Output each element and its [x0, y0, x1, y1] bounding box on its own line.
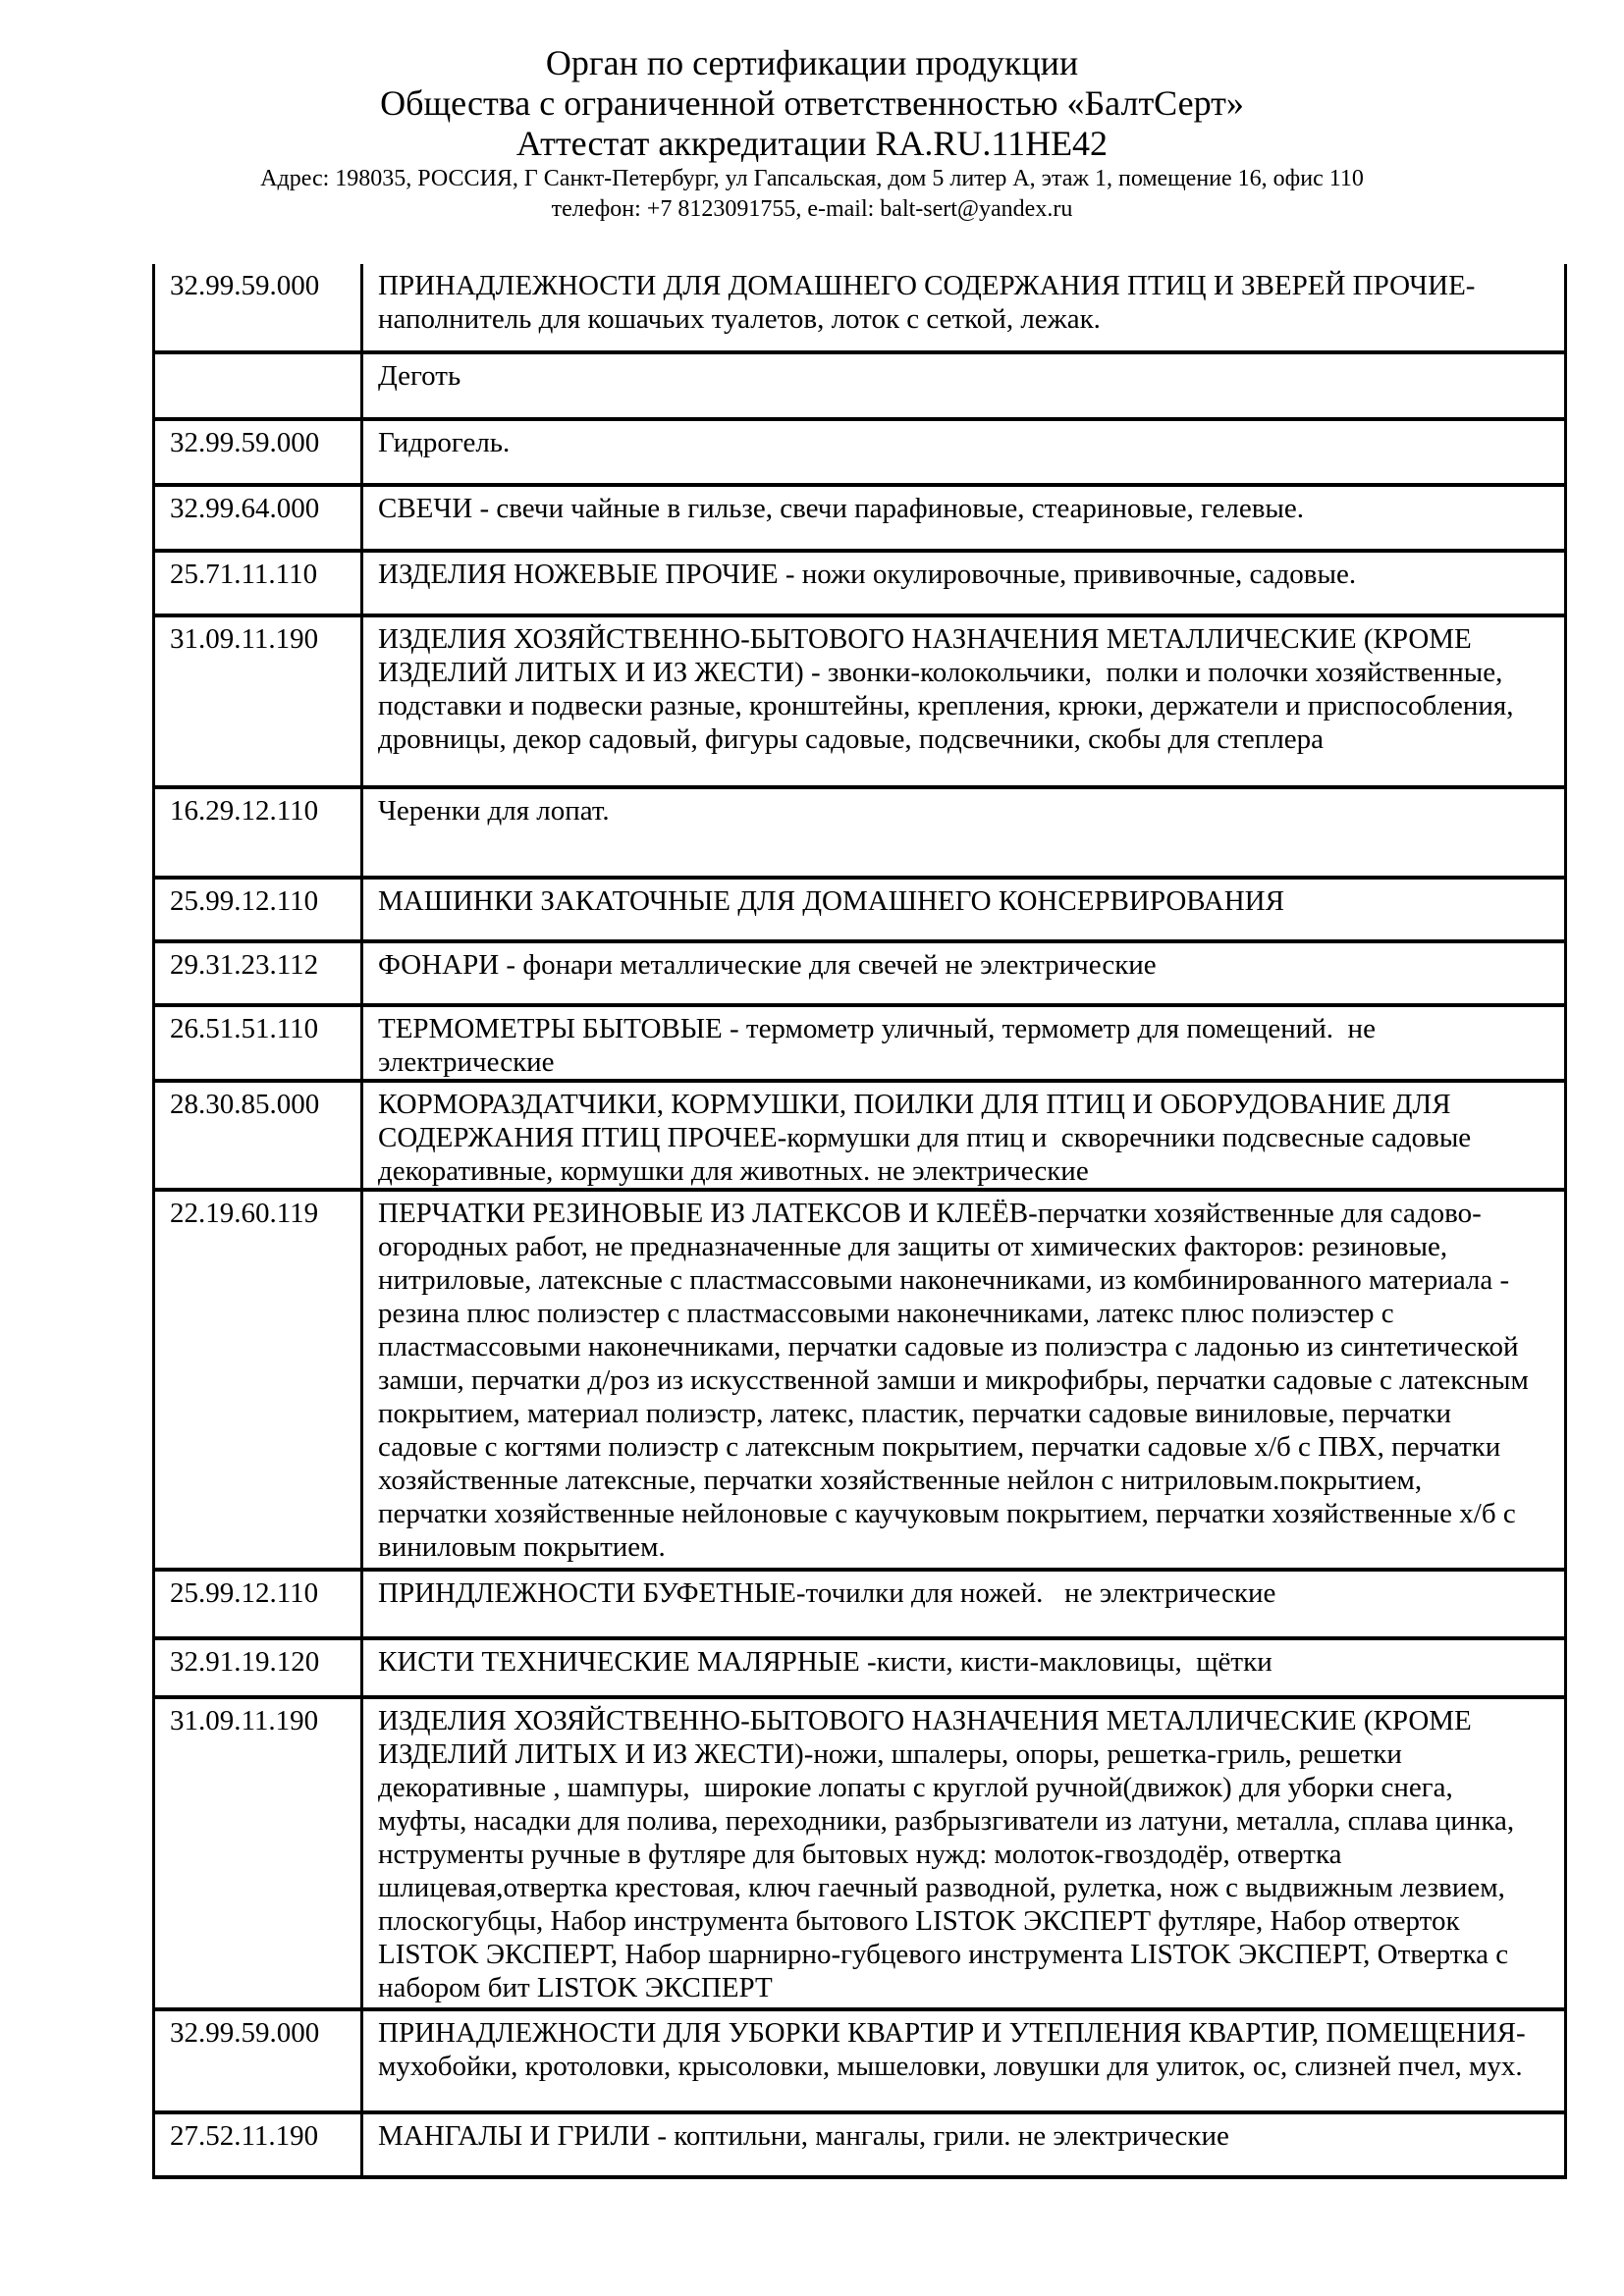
- table-row: [154, 878, 1566, 941]
- code-cell: 31.09.11.190: [154, 615, 362, 787]
- description-cell: КИСТИ ТЕХНИЧЕСКИЕ МАЛЯРНЫЕ -кисти, кисти-макловицы, щётки: [362, 1638, 1566, 1697]
- code-cell: 25.99.12.110: [154, 878, 362, 941]
- description-cell: ПРИНАДЛЕЖНОСТИ ДЛЯ УБОРКИ КВАРТИР И УТЕПЛЕНИЯ КВАРТИР, ПОМЕЩЕНИЯ-мухобойки, кротоловки, крысоловки, мышеловки, ловушки для улиток, ос, слизней пчел, мух.: [362, 2009, 1566, 2112]
- code-cell: 16.29.12.110: [154, 787, 362, 878]
- table-row: [154, 941, 1566, 1005]
- table-row: [154, 352, 1566, 419]
- document-header: [0, 0, 1624, 225]
- products-table: [152, 264, 1567, 2179]
- org-title-line-1: Орган по сертификации продукции: [545, 43, 1079, 82]
- org-title-line-2: Общества с ограниченной ответственностью «БалтСерт»: [380, 83, 1244, 123]
- description-cell: Черенки для лопат.: [362, 787, 1566, 878]
- table-row: [154, 2009, 1566, 2112]
- description-cell: Деготь: [362, 352, 1566, 419]
- table-row: [154, 419, 1566, 485]
- description-cell: ФОНАРИ - фонари металлические для свечей не электрические: [362, 941, 1566, 1005]
- table-row: [154, 1570, 1566, 1638]
- table-row: [154, 551, 1566, 615]
- code-cell: 32.99.64.000: [154, 485, 362, 551]
- table-row: [154, 2112, 1566, 2177]
- address-line: Адрес: 198035, РОССИЯ, Г Санкт-Петербург, ул Гапсальская, дом 5 литер А, этаж 1, помещение 16, офис 110: [260, 166, 1364, 191]
- code-cell: 31.09.11.190: [154, 1697, 362, 2009]
- code-cell: 25.71.11.110: [154, 551, 362, 615]
- description-cell: МАНГАЛЫ И ГРИЛИ - коптильни, мангалы, грили. не электрические: [362, 2112, 1566, 2177]
- code-cell: 25.99.12.110: [154, 1570, 362, 1638]
- description-cell: ПРИНАДЛЕЖНОСТИ ДЛЯ ДОМАШНЕГО СОДЕРЖАНИЯ ПТИЦ И ЗВЕРЕЙ ПРОЧИЕ-наполнитель для кошачьих туалетов, лоток с сеткой, лежак.: [362, 264, 1566, 352]
- code-cell: 32.99.59.000: [154, 2009, 362, 2112]
- products-table-body: [154, 264, 1566, 2177]
- table-row: [154, 1697, 1566, 2009]
- code-cell: [154, 352, 362, 419]
- code-cell: 32.99.59.000: [154, 264, 362, 352]
- table-row: [154, 1638, 1566, 1697]
- table-row: [154, 1081, 1566, 1190]
- code-cell: 29.31.23.112: [154, 941, 362, 1005]
- description-cell: СВЕЧИ - свечи чайные в гильзе, свечи парафиновые, стеариновые, гелевые.: [362, 485, 1566, 551]
- code-cell: 22.19.60.119: [154, 1190, 362, 1570]
- table-row: [154, 264, 1566, 352]
- table-row: [154, 485, 1566, 551]
- code-cell: 32.99.59.000: [154, 419, 362, 485]
- accreditation-line: Аттестат аккредитации RA.RU.11HE42: [515, 124, 1109, 163]
- table-row: [154, 1005, 1566, 1081]
- description-cell: ИЗДЕЛИЯ ХОЗЯЙСТВЕННО-БЫТОВОГО НАЗНАЧЕНИЯ МЕТАЛЛИЧЕСКИЕ (КРОМЕ ИЗДЕЛИЙ ЛИТЫХ И ИЗ ЖЕСТИ) - звонки-колокольчики, полки и полочки хозяйственные, подставки и подвески разные, кронштейны, крепления, крюки, держатели и приспособления, дровницы, декор садовый, фигуры садовые, подсвечники, скобы для степлера: [362, 615, 1566, 787]
- description-cell: ПЕРЧАТКИ РЕЗИНОВЫЕ ИЗ ЛАТЕКСОВ И КЛЕЁВ-перчатки хозяйственные для садово-огородных работ, не предназначенные для защиты от химических факторов: резиновые, нитриловые, латексные с пластмассовыми наконечниками, из комбинированного материала - резина плюс полиэстер с пластмассовыми наконечниками, латекс плюс полиэстер с пластмассовыми наконечниками, перчатки садовые из полиэстра с ладонью из синтетической замши, перчатки д/роз из искусственной замши и микрофибры, перчатки садовые с латексным покрытием, материал полиэстр, латекс, пластик, перчатки садовые виниловые, перчатки садовые с когтями полиэстр с латексным покрытием, перчатки садовые х/б с ПВХ, перчатки хозяйственные латексные, перчатки хозяйственные нейлон с нитриловым.покрытием, перчатки хозяйственные нейлоновые с каучуковым покрытием, перчатки хозяйственные х/б с виниловым покрытием.: [362, 1190, 1566, 1570]
- table-row: [154, 787, 1566, 878]
- description-cell: ИЗДЕЛИЯ ХОЗЯЙСТВЕННО-БЫТОВОГО НАЗНАЧЕНИЯ МЕТАЛЛИЧЕСКИЕ (КРОМЕ ИЗДЕЛИЙ ЛИТЫХ И ИЗ ЖЕСТИ)-ножи, шпалеры, опоры, решетка-гриль, решетки декоративные , шампуры, широкие лопаты с круглой ручной(движок) для уборки снега, муфты, насадки для полива, переходники, разбрызгиватели из латуни, металла, сплава цинка, нструменты ручные в футляре для бытовых нужд: молоток-гвоздодёр, отвертка шлицевая,отвертка крестовая, ключ гаечный разводной, рулетка, нож с выдвижным лезвием, плоскогубцы, Набор инструмента бытового LISTOK ЭКСПЕРТ футляре, Набор отверток LISTOK ЭКСПЕРТ, Набор шарнирно-губцевого инструмента LISTOK ЭКСПЕРТ, Отвертка с набором бит LISTOK ЭКСПЕРТ: [362, 1697, 1566, 2009]
- description-cell: МАШИНКИ ЗАКАТОЧНЫЕ ДЛЯ ДОМАШНЕГО КОНСЕРВИРОВАНИЯ: [362, 878, 1566, 941]
- code-cell: 27.52.11.190: [154, 2112, 362, 2177]
- code-cell: 26.51.51.110: [154, 1005, 362, 1081]
- description-cell: ИЗДЕЛИЯ НОЖЕВЫЕ ПРОЧИЕ - ножи окулировочные, прививочные, садовые.: [362, 551, 1566, 615]
- code-cell: 32.91.19.120: [154, 1638, 362, 1697]
- contact-line: телефон: +7 8123091755, e-mail: balt-sert@yandex.ru: [551, 196, 1073, 222]
- table-row: [154, 615, 1566, 787]
- description-cell: КОРМОРАЗДАТЧИКИ, КОРМУШКИ, ПОИЛКИ ДЛЯ ПТИЦ И ОБОРУДОВАНИЕ ДЛЯ СОДЕРЖАНИЯ ПТИЦ ПРОЧЕЕ-кормушки для птиц и скворечники подсвесные садовые декоративные, кормушки для животных. не электрические: [362, 1081, 1566, 1190]
- description-cell: ТЕРМОМЕТРЫ БЫТОВЫЕ - термометр уличный, термометр для помещений. не электрические: [362, 1005, 1566, 1081]
- description-cell: ПРИНДЛЕЖНОСТИ БУФЕТНЫЕ-точилки для ножей. не электрические: [362, 1570, 1566, 1638]
- code-cell: 28.30.85.000: [154, 1081, 362, 1190]
- table-row: [154, 1190, 1566, 1570]
- description-cell: Гидрогель.: [362, 419, 1566, 485]
